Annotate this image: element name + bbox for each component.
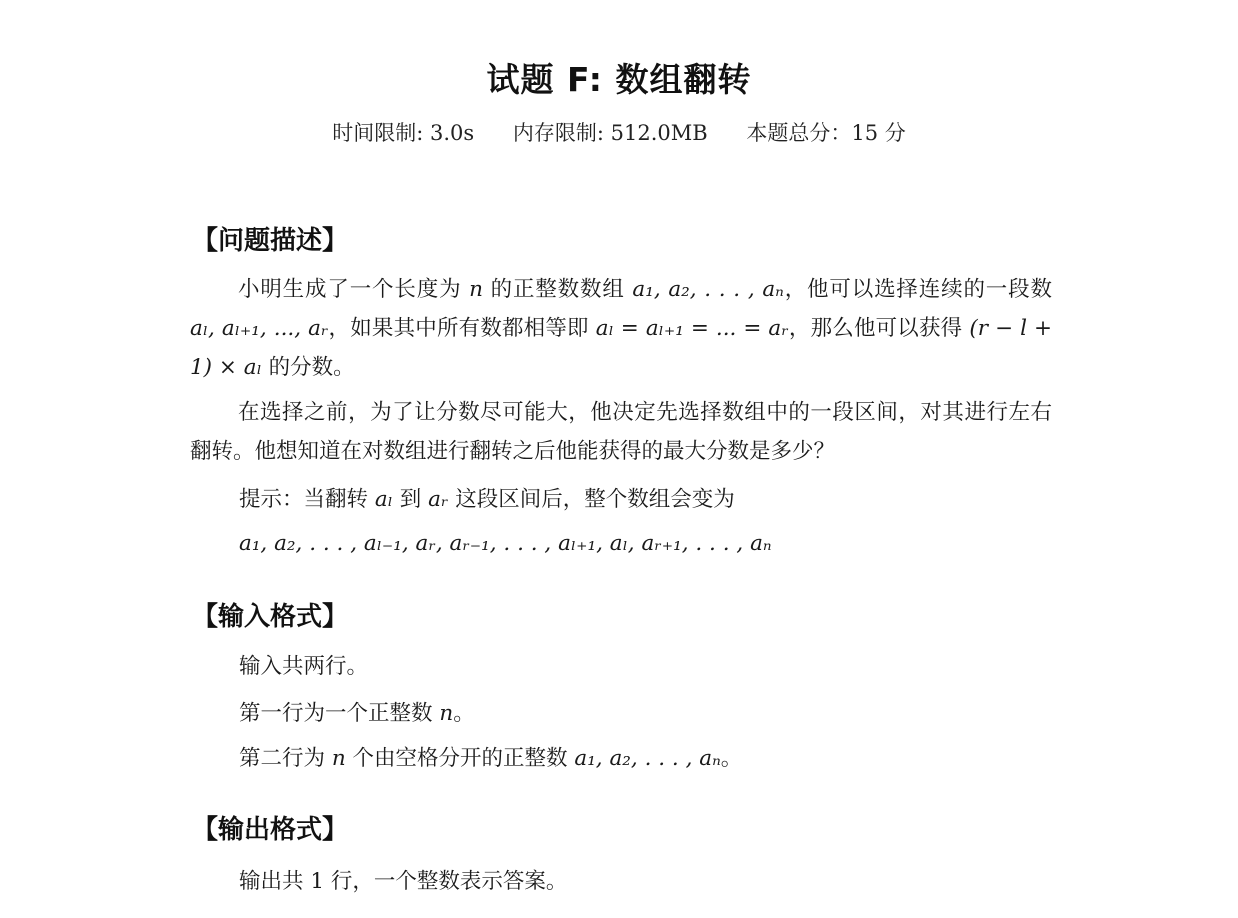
math-n: n [469, 277, 483, 302]
math-al: aₗ [374, 487, 393, 512]
math-n: n [331, 746, 346, 771]
math-equality: aₗ = aₗ₊₁ = ... = aᵣ [595, 316, 789, 341]
math-score: (r − l + 1) × aₗ [190, 316, 1052, 380]
math-sequence: a₁, a₂, . . . , aₙ [574, 746, 721, 771]
output-format-heading: 【输出格式】 [192, 815, 349, 845]
output-line-1: 输出共 1 行，一个整数表示答案。 [239, 869, 568, 894]
text-fragment: 提示：当翻转 [239, 487, 375, 512]
input-line-3 [239, 741, 742, 772]
text-fragment: ，他可以选择连续的一段数 [783, 277, 1052, 302]
time-limit: 时间限制: 3.0s [332, 121, 475, 145]
math-n: n [439, 701, 454, 726]
text-fragment: 第二行为 [239, 746, 332, 771]
hint-line [239, 482, 735, 513]
math-sequence: a₁, a₂, . . . , aₙ [632, 277, 784, 302]
text-fragment: 。 [453, 701, 475, 726]
hint-sequence: a₁, a₂, . . . , aₗ₋₁, aᵣ, aᵣ₋₁, . . . , aₗ₊₁, aₗ, aᵣ₊₁, . . . , aₙ [239, 531, 772, 556]
input-line-1: 输入共两行。 [239, 654, 369, 679]
math-ar: aᵣ [428, 487, 449, 512]
text-fragment: 第一行为一个正整数 [239, 701, 440, 726]
problem-meta [0, 117, 1238, 147]
text-fragment: 小明生成了一个长度为 [238, 277, 470, 302]
input-line-2 [239, 696, 475, 727]
text-fragment: 。 [720, 746, 743, 771]
text-fragment: 个由空格分开的正整数 [345, 746, 575, 771]
text-fragment: 到 [392, 487, 429, 512]
total-score: 本题总分：15 分 [746, 121, 906, 145]
text-fragment: 这段区间后，整个数组会变为 [448, 487, 735, 512]
text-fragment: ，如果其中所有数都相等即 [328, 316, 596, 341]
problem-title: 试题 F: 数组翻转 [486, 60, 752, 99]
input-format-heading: 【输入格式】 [192, 602, 349, 632]
text-fragment: 的正整数数组 [482, 277, 633, 302]
problem-description-heading: 【问题描述】 [192, 226, 349, 256]
text-fragment: 的分数。 [261, 355, 355, 380]
problem-paragraph-1 [190, 270, 1052, 387]
problem-paragraph-2: 在选择之前，为了让分数尽可能大，他决定先选择数组中的一段区间，对其进行左右翻转。他想知道在对数组进行翻转之后他能获得的最大分数是多少？ [190, 400, 1052, 464]
math-segment: aₗ, aₗ₊₁, ..., aᵣ [190, 316, 329, 341]
text-fragment: ，那么他可以获得 [788, 316, 970, 341]
memory-limit: 内存限制: 512.0MB [512, 121, 708, 145]
